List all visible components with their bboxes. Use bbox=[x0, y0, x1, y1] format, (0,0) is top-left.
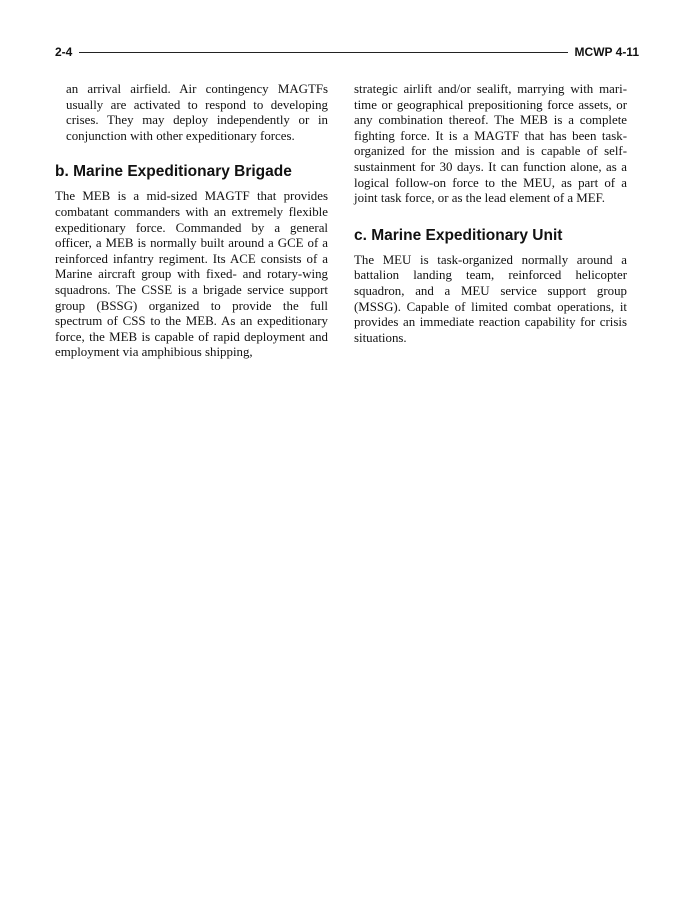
section-heading-meu: c. Marine Expeditionary Unit bbox=[354, 226, 563, 244]
continued-paragraph: strategic airlift and/or sealift, marrying with maritime or geographical prepositioning force assets, or any combination thereof. The MEB is a complete fighting force. It is a MAGTF that has been task-organized for the mission and is capable of self-sustainment for 30 days. It can function alone, as a logical follow-on force to the MEU, as part of a joint task force, or as the lead element of a MEF. bbox=[354, 82, 627, 206]
section-heading-meb: b. Marine Expeditionary Brigade bbox=[55, 163, 292, 181]
meu-paragraph: The MEU is task-organized normally around a battalion landing team, reinforced helicopter squadron, and a MEU service support group (MSSG). Capable of limited combat operations, it provides an immediate reaction capability for crisis situations. bbox=[354, 252, 627, 345]
publication-id: MCWP 4-11 bbox=[574, 45, 639, 59]
continued-paragraph: an arrival airfield. Air contingency MAGTFs usually are activated to respond to developing crises. They may deploy independently or in conjunction with other expeditionary forces. bbox=[66, 82, 328, 143]
header-rule bbox=[79, 52, 567, 53]
left-column bbox=[55, 82, 328, 361]
meb-paragraph: The MEB is a mid-sized MAGTF that provides combatant commanders with an extremely flexible expeditionary force. Commanded by a general officer, a MEB is normally built around a GCE of a reinforced infantry regiment. Its ACE consists of a Marine aircraft group with fixed- and rotary-wing squadrons. The CSSE is a brigade service support group (BSSG) organized to provide the full spectrum of CSS to the MEB. As an expeditionary force, the MEB is capable of rapid deployment and employment via amphibious shipping, bbox=[55, 189, 328, 360]
page-header bbox=[55, 44, 639, 60]
right-column bbox=[354, 82, 627, 346]
page-number: 2-4 bbox=[55, 45, 73, 59]
